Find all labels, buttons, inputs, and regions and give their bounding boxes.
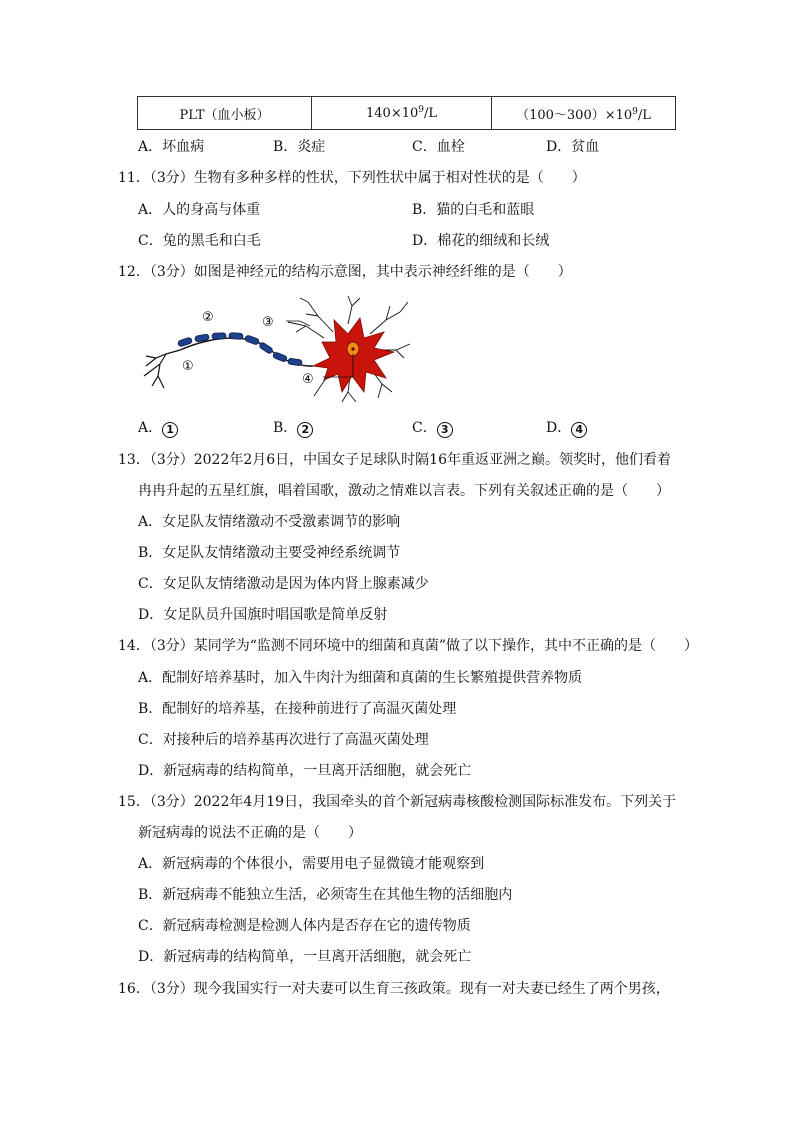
blood-table (137, 96, 676, 130)
q14-stem: 14．（3分）某同学为“监测不同环境中的细菌和真菌”做了以下操作，其中不正确的是（ ） (118, 638, 699, 654)
q11-option-c[interactable]: C．兔的黑毛和白毛 (138, 233, 261, 249)
circled-number: 3 (437, 422, 453, 438)
q13-option-c[interactable]: C．女足队友情绪激动是因为体内肾上腺素减少 (138, 576, 429, 592)
q16-stem: 16．（3分）现今我国实行一对夫妻可以生育三孩政策。现有一对夫妻已经生了两个男孩， (118, 981, 670, 997)
q13-stem-line2: 冉冉升起的五星红旗，唱着国歌，激动之情难以言表。下列有关叙述正确的是（ ） (138, 483, 670, 499)
q12-option-c[interactable]: C． 3 (412, 418, 453, 438)
q12-option-d[interactable]: D． 4 (546, 418, 587, 438)
label-1: ① (182, 359, 194, 374)
q15-stem-line2: 新冠病毒的说法不正确的是（ ） (138, 825, 362, 841)
q15-option-c[interactable]: C．新冠病毒检测是检测人体内是否存在它的遗传物质 (138, 918, 471, 934)
q14-option-d[interactable]: D．新冠病毒的结构简单，一旦离开活细胞，就会死亡 (138, 763, 472, 779)
q15-stem-line1: 15．（3分）2022年4月19日，我国牵头的首个新冠病毒核酸检测国际标准发布。下列关于 (118, 794, 677, 810)
q12-stem: 12．（3分）如图是神经元的结构示意图，其中表示神经纤维的是（ ） (118, 264, 572, 280)
label-2: ② (202, 310, 214, 325)
label-4: ④ (302, 372, 314, 387)
circled-number: 1 (162, 422, 178, 438)
q15-option-b[interactable]: B．新冠病毒不能独立生活，必须寄生在其他生物的活细胞内 (138, 887, 513, 903)
q13-option-d[interactable]: D．女足队员升国旗时唱国歌是简单反射 (138, 607, 388, 623)
q13-option-a[interactable]: A．女足队友情绪激动不受激素调节的影响 (138, 514, 401, 530)
q14-option-b[interactable]: B．配制好的培养基，在接种前进行了高温灭菌处理 (138, 701, 457, 717)
q11-option-b[interactable]: B．猫的白毛和蓝眼 (412, 202, 535, 218)
q14-option-c[interactable]: C．对接种后的培养基再次进行了高温灭菌处理 (138, 732, 429, 748)
table-cell-item: PLT（血小板） (138, 97, 312, 130)
q11-option-a[interactable]: A．人的身高与体重 (138, 202, 261, 218)
myelin-sheath (177, 333, 302, 366)
q15-option-d[interactable]: D．新冠病毒的结构简单，一旦离开活细胞，就会死亡 (138, 949, 472, 965)
q14-option-a[interactable]: A．配制好培养基时，加入牛肉汁为细菌和真菌的生长繁殖提供营养物质 (138, 670, 583, 686)
label-3: ③ (262, 315, 274, 330)
q10-option-a[interactable]: A．坏血病 (138, 139, 205, 155)
q12-option-b[interactable]: B． 2 (273, 418, 313, 438)
neuron-diagram (138, 292, 418, 407)
q12-option-a[interactable]: A． 1 (138, 418, 178, 438)
q11-option-d[interactable]: D．棉花的细绒和长绒 (412, 233, 550, 249)
q15-option-a[interactable]: A．新冠病毒的个体很小，需要用电子显微镜才能观察到 (138, 856, 485, 872)
circled-number: 2 (297, 422, 313, 438)
q13-option-b[interactable]: B．女足队友情绪激动主要受神经系统调节 (138, 545, 401, 561)
q11-stem: 11．（3分）生物有多种多样的性状，下列性状中属于相对性状的是（ ） (118, 170, 586, 186)
q10-option-d[interactable]: D．贫血 (546, 139, 600, 155)
table-cell-range: $(100\sim 300)\times 10^9/L$ (492, 97, 676, 130)
q13-stem-line1: 13．（3分）2022年2月6日，中国女子足球队时隔16年重返亚洲之巅。领奖时，他们看着 (118, 452, 671, 468)
q10-option-c[interactable]: C．血栓 (412, 139, 465, 155)
table-cell-value: $140\times 10^9/L$ (312, 97, 492, 130)
circled-number: 4 (571, 422, 587, 438)
q10-option-b[interactable]: B．炎症 (273, 139, 326, 155)
axon-terminal (144, 350, 180, 388)
table-row (138, 97, 676, 130)
